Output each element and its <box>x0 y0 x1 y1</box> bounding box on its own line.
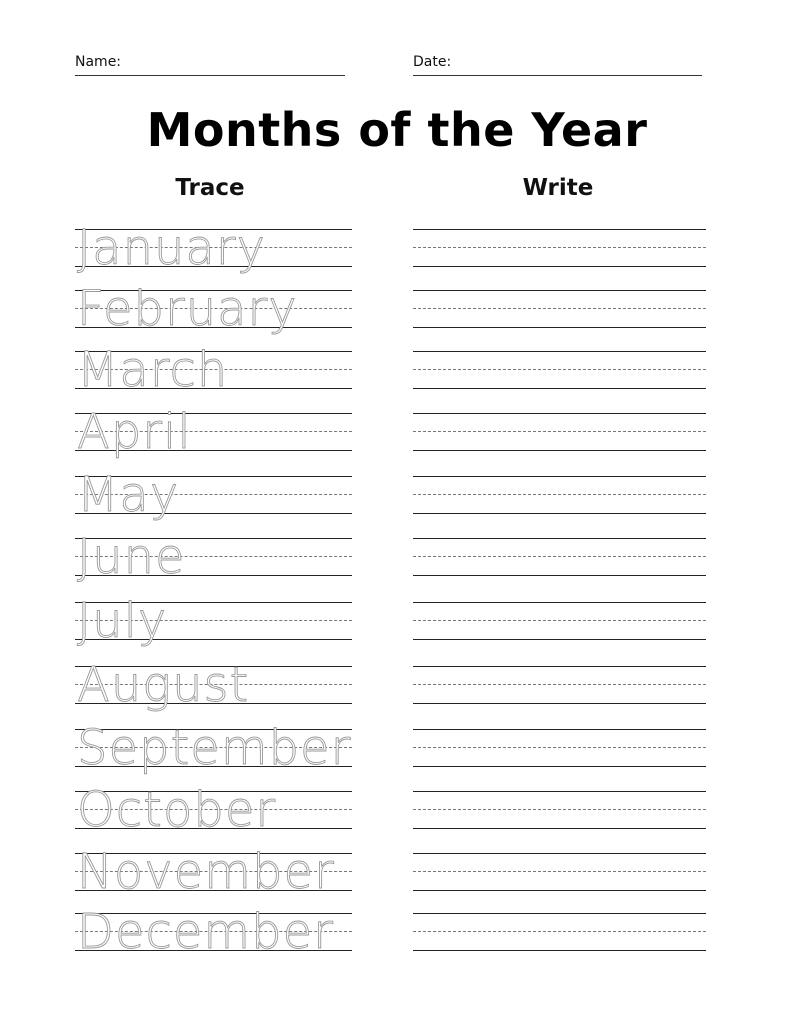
trace-word: December <box>77 904 334 960</box>
name-field[interactable] <box>75 50 345 76</box>
trace-word: July <box>77 593 168 649</box>
top-line <box>413 791 706 792</box>
trace-word: May <box>77 467 180 523</box>
top-line <box>413 853 706 854</box>
top-line <box>413 666 706 667</box>
trace-row <box>75 904 352 960</box>
midline-dashed <box>413 431 706 432</box>
trace-row <box>75 281 352 337</box>
midline-dashed <box>413 369 706 370</box>
write-row[interactable] <box>413 913 706 951</box>
trace-row <box>75 529 352 585</box>
date-underline <box>413 75 702 76</box>
write-row[interactable] <box>413 229 706 267</box>
midline-dashed <box>413 556 706 557</box>
top-line <box>413 229 706 230</box>
trace-word: November <box>77 844 335 900</box>
write-row[interactable] <box>413 729 706 767</box>
midline-dashed <box>413 747 706 748</box>
top-line <box>413 913 706 914</box>
top-line <box>413 413 706 414</box>
trace-row <box>75 782 352 838</box>
baseline <box>413 890 706 891</box>
top-line <box>413 538 706 539</box>
baseline <box>413 513 706 514</box>
trace-row <box>75 657 352 713</box>
midline-dashed <box>413 308 706 309</box>
midline-dashed <box>413 809 706 810</box>
baseline <box>413 327 706 328</box>
write-row[interactable] <box>413 413 706 451</box>
write-row[interactable] <box>413 351 706 389</box>
baseline <box>413 766 706 767</box>
trace-row <box>75 467 352 523</box>
trace-word: August <box>77 657 250 713</box>
date-label: Date: <box>413 54 452 70</box>
midline-dashed <box>413 931 706 932</box>
midline-dashed <box>413 871 706 872</box>
midline-dashed <box>413 684 706 685</box>
write-row[interactable] <box>413 666 706 704</box>
trace-word: June <box>77 529 186 585</box>
baseline <box>413 450 706 451</box>
baseline <box>413 575 706 576</box>
top-line <box>413 729 706 730</box>
top-line <box>413 290 706 291</box>
baseline <box>413 703 706 704</box>
baseline <box>413 950 706 951</box>
write-row[interactable] <box>413 791 706 829</box>
trace-column-heading: Trace <box>175 175 245 201</box>
trace-row <box>75 593 352 649</box>
baseline <box>413 639 706 640</box>
trace-word: April <box>77 404 192 460</box>
trace-row <box>75 404 352 460</box>
top-line <box>413 602 706 603</box>
name-underline <box>75 75 345 76</box>
write-row[interactable] <box>413 476 706 514</box>
page-title: Months of the Year <box>146 103 648 157</box>
write-row[interactable] <box>413 602 706 640</box>
trace-row <box>75 342 352 398</box>
trace-row <box>75 844 352 900</box>
write-row[interactable] <box>413 290 706 328</box>
midline-dashed <box>413 247 706 248</box>
trace-word: September <box>77 720 352 776</box>
write-column-heading: Write <box>522 175 594 201</box>
trace-word: January <box>77 220 266 276</box>
trace-word: February <box>77 281 298 337</box>
midline-dashed <box>413 620 706 621</box>
name-label: Name: <box>75 54 122 70</box>
baseline <box>413 828 706 829</box>
trace-word: October <box>77 782 277 838</box>
trace-row <box>75 720 352 776</box>
baseline <box>413 388 706 389</box>
top-line <box>413 476 706 477</box>
trace-row <box>75 220 352 276</box>
write-row[interactable] <box>413 538 706 576</box>
write-row[interactable] <box>413 853 706 891</box>
midline-dashed <box>413 494 706 495</box>
baseline <box>413 266 706 267</box>
trace-word: March <box>77 342 229 398</box>
top-line <box>413 351 706 352</box>
date-field[interactable] <box>413 50 702 76</box>
